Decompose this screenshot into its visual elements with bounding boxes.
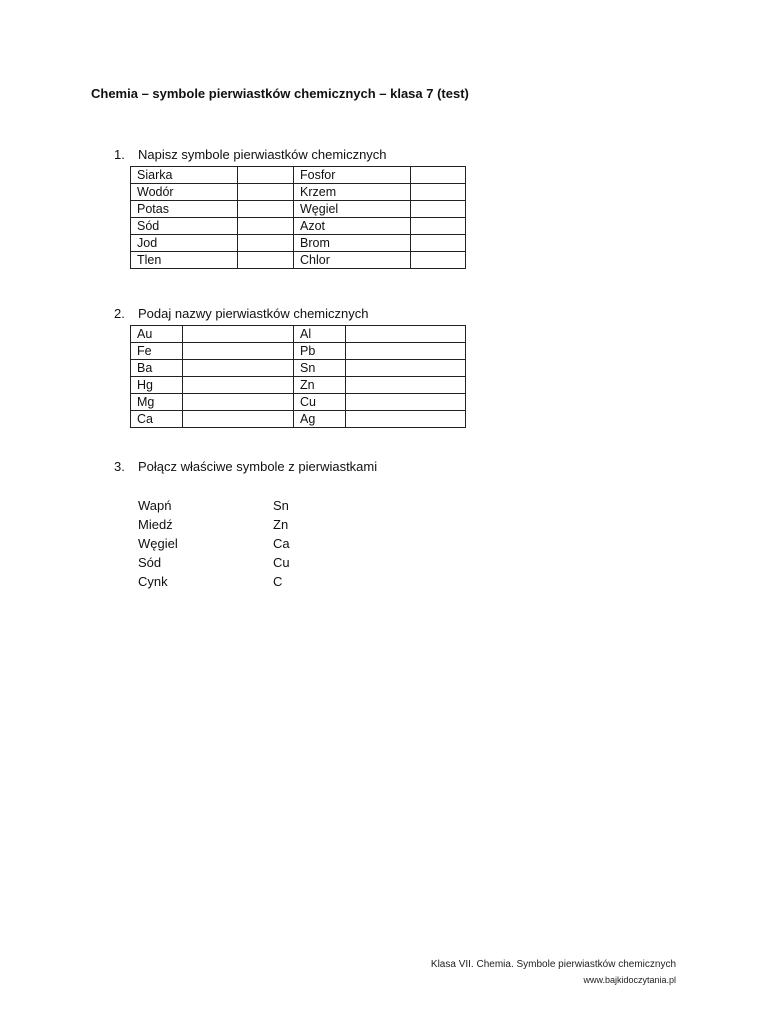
question-3-text: Połącz właściwe symbole z pierwiastkami — [138, 459, 378, 474]
symbols-answer-cell[interactable] — [238, 252, 294, 269]
symbols-answer-cell[interactable] — [411, 201, 466, 218]
symbols-element-cell: Fosfor — [294, 167, 411, 184]
symbols-row — [131, 218, 466, 235]
names-answer-cell[interactable] — [346, 343, 466, 360]
question-2-number: 2. — [114, 306, 125, 321]
footer-url: www.bajkidoczytania.pl — [583, 975, 676, 985]
symbols-element-cell: Jod — [131, 235, 238, 252]
match-element-symbol[interactable]: Zn — [273, 517, 289, 532]
symbols-answer-cell[interactable] — [238, 201, 294, 218]
names-answer-cell[interactable] — [183, 326, 294, 343]
symbols-row — [131, 167, 466, 184]
matching-list — [138, 496, 290, 591]
match-element-symbol[interactable]: Ca — [273, 536, 290, 551]
names-element-cell: Al — [294, 326, 346, 343]
footer-title: Klasa VII. Chemia. Symbole pierwiastków chemicznych — [430, 959, 676, 970]
symbols-answer-cell[interactable] — [411, 167, 466, 184]
match-item — [138, 515, 290, 534]
match-element-name[interactable]: Wapń — [138, 498, 172, 513]
names-answer-cell[interactable] — [346, 360, 466, 377]
names-element-cell: Sn — [294, 360, 346, 377]
names-answer-cell[interactable] — [183, 343, 294, 360]
names-element-cell: Pb — [294, 343, 346, 360]
symbols-element-cell: Węgiel — [294, 201, 411, 218]
page-title: Chemia – symbole pierwiastków chemicznych – klasa 7 (test) — [91, 86, 469, 101]
names-answer-cell[interactable] — [183, 394, 294, 411]
symbols-row — [131, 184, 466, 201]
question-2-text: Podaj nazwy pierwiastków chemicznych — [138, 306, 369, 321]
match-element-symbol[interactable]: Sn — [273, 498, 289, 513]
match-element-name[interactable]: Cynk — [138, 574, 168, 589]
names-element-cell: Cu — [294, 394, 346, 411]
symbols-row — [131, 235, 466, 252]
match-element-name[interactable]: Sód — [138, 555, 162, 570]
names-row — [131, 394, 466, 411]
question-1 — [114, 147, 387, 162]
question-1-text: Napisz symbole pierwiastków chemicznych — [138, 147, 387, 162]
symbols-table — [130, 166, 466, 269]
match-element-name[interactable]: Miedź — [138, 517, 173, 532]
symbols-element-cell: Sód — [131, 218, 238, 235]
names-answer-cell[interactable] — [183, 360, 294, 377]
names-row — [131, 326, 466, 343]
names-element-cell: Hg — [131, 377, 183, 394]
match-item — [138, 496, 290, 515]
names-element-cell: Fe — [131, 343, 183, 360]
names-element-cell: Ba — [131, 360, 183, 377]
symbols-answer-cell[interactable] — [238, 184, 294, 201]
question-1-number: 1. — [114, 147, 125, 162]
match-element-name[interactable]: Węgiel — [138, 536, 178, 551]
names-element-cell: Ag — [294, 411, 346, 428]
match-item — [138, 553, 290, 572]
symbols-answer-cell[interactable] — [238, 167, 294, 184]
symbols-answer-cell[interactable] — [411, 252, 466, 269]
symbols-row — [131, 201, 466, 218]
names-answer-cell[interactable] — [346, 411, 466, 428]
symbols-row — [131, 252, 466, 269]
names-row — [131, 411, 466, 428]
match-item — [138, 534, 290, 553]
symbols-element-cell: Potas — [131, 201, 238, 218]
symbols-element-cell: Tlen — [131, 252, 238, 269]
names-element-cell: Ca — [131, 411, 183, 428]
question-3 — [114, 459, 377, 474]
names-element-cell: Au — [131, 326, 183, 343]
match-item — [138, 572, 290, 591]
question-3-number: 3. — [114, 459, 125, 474]
names-answer-cell[interactable] — [183, 377, 294, 394]
symbols-answer-cell[interactable] — [411, 235, 466, 252]
names-table — [130, 325, 466, 428]
question-2 — [114, 306, 368, 321]
symbols-element-cell: Chlor — [294, 252, 411, 269]
names-row — [131, 343, 466, 360]
symbols-answer-cell[interactable] — [238, 218, 294, 235]
names-answer-cell[interactable] — [346, 394, 466, 411]
names-row — [131, 377, 466, 394]
names-answer-cell[interactable] — [183, 411, 294, 428]
names-row — [131, 360, 466, 377]
symbols-element-cell: Krzem — [294, 184, 411, 201]
symbols-element-cell: Wodór — [131, 184, 238, 201]
match-element-symbol[interactable]: C — [273, 574, 283, 589]
names-element-cell: Mg — [131, 394, 183, 411]
names-answer-cell[interactable] — [346, 377, 466, 394]
names-answer-cell[interactable] — [346, 326, 466, 343]
symbols-element-cell: Brom — [294, 235, 411, 252]
symbols-element-cell: Azot — [294, 218, 411, 235]
match-element-symbol[interactable]: Cu — [273, 555, 290, 570]
symbols-answer-cell[interactable] — [411, 184, 466, 201]
symbols-answer-cell[interactable] — [238, 235, 294, 252]
symbols-element-cell: Siarka — [131, 167, 238, 184]
symbols-answer-cell[interactable] — [411, 218, 466, 235]
names-element-cell: Zn — [294, 377, 346, 394]
